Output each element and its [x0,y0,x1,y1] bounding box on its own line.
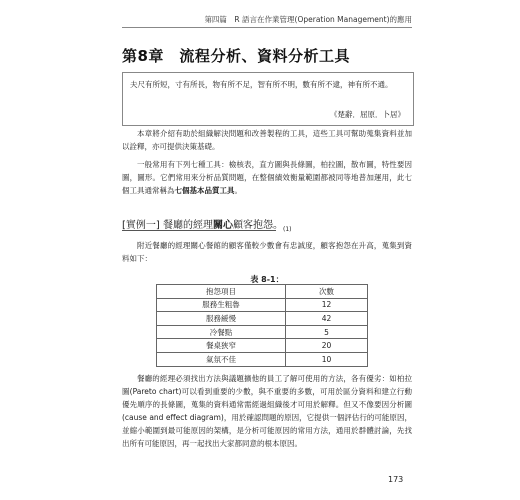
page-number: 173 [388,475,404,484]
intro-p2-text: 一般常用有下列七種工具：檢核表，直方圖與長條圖，柏拉圖，散布圖，特性要因圖，圖形。它們常用來分析品質問題，在整個績效衡量範圍都被同等地普加運用，此七個工具通常稱為 [122,160,412,195]
example-title-post: 顧客抱怨。 [233,220,283,231]
example-title-bold: 關心 [213,220,233,231]
example-title-pre: 餐廳的經理 [163,220,213,231]
running-header: 第四篇 R 語言在作業管理(Operation Management)的應用 [204,15,412,24]
table-cell-item: 冷餐點 [157,325,286,339]
table-cell-item: 服務緩慢 [157,312,286,326]
intro-p2-bold: 七個基本品質工具 [174,186,235,195]
table-row [157,312,368,326]
table-caption: 表 8-1： [250,275,284,284]
table-header-row [157,285,368,299]
table-cell-item: 餐桌狹窄 [157,339,286,353]
chapter-title: 第8章 流程分析、資料分析工具 [122,47,350,65]
table-row [157,339,368,353]
conclusion-paragraph: 餐廳的經理必須找出方法與議題擴他的員工了解可使用的方法，各有優劣：如柏拉圖(Pareto chart)可以看到重要的少數，與不重要的多數，可用於區分資料和建立行動優先順序的長條圖，蒐集的資料通常需經過組織後才可用於解釋。但又不像要因分析圖(cause and effect diagram)，用於確認問題的原因，它提供一個評估行的可能原因，並縮小範圍到最可能原因的架構，是分析可能原因的常用方法，通用於群體討論，先找出所有可能原因，再一起找出大家都同意的根本原因。 [122,374,412,448]
table-cell-count: 5 [286,325,368,339]
intro-paragraph-2 [122,158,412,197]
table-header-item: 抱怨項目 [157,285,286,299]
example-body-text: 附近餐廳的經理關心餐館的顧客僅較少數會有忠誠度，顧客抱怨在升高，蒐集到資料如下： [122,241,412,263]
conclusion-section [122,372,412,450]
table-header-count: 次數 [286,285,368,299]
example-underline [122,230,276,231]
quote-text: 夫尺有所短，寸有所長，物有所不足，智有所不明，數有所不逮，神有所不通。 [130,80,393,89]
table-cell-count: 10 [286,352,368,366]
table-cell-count: 42 [286,312,368,326]
table-cell-item: 服務生粗魯 [157,298,286,312]
table-cell-item: 氣氛不佳 [157,352,286,366]
example-footnote-ref: (1) [283,226,292,233]
intro-p2-end: 。 [234,186,242,195]
intro-section [122,127,412,197]
quote-source: 《楚辭．屈原．卜居》 [330,110,405,119]
example-body [122,239,412,265]
table-row [157,298,368,312]
quote-box [122,72,414,126]
example-label: [實例一] [122,220,160,231]
complaint-table [156,284,368,367]
table-row [157,325,368,339]
table-cell-count: 20 [286,339,368,353]
header-rule [122,27,412,28]
intro-paragraph-1: 本章將介紹有助於組織解決問題和改善製程的工具，這些工具可幫助蒐集資料並加以詮釋，亦可提供決策基礎。 [122,129,412,151]
table-row [157,352,368,366]
table-cell-count: 12 [286,298,368,312]
